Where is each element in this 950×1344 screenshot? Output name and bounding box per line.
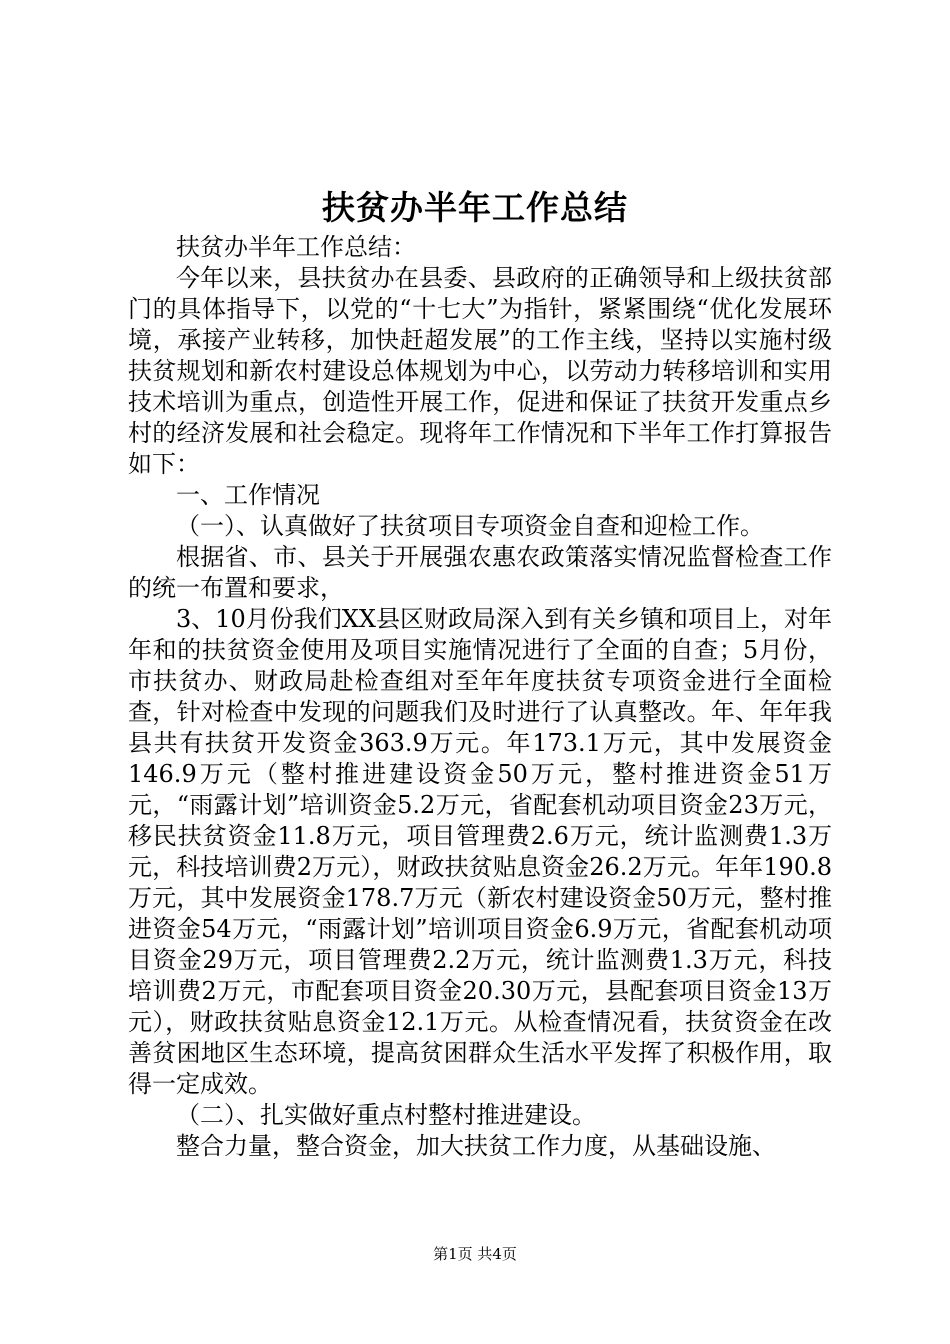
paragraph-funds-detail: 3、10月份我们XX县区财政局深入到有关乡镇和项目上，对年年和的扶贫资金使用及项目实施情况进行了全面的自查；5月份，市扶贫办、财政局赴检查组对至年年度扶贫专项资金进行全面检查，针对检查中发现的问题我们及时进行了认真整改。年、年年我县共有扶贫开发资金363.9万元。年173.1万元，其中发展资金146.9万元（整村推进建设资金50万元，整村推进资金51万元，“雨露计划”培训资金5.2万元，省配套机动项目资金23万元，移民扶贫资金11.8万元，项目管理费2.6万元，统计监测费1.3万元，科技培训费2万元），财政扶贫贴息资金26.2万元。年年190.8万元，其中发展资金178.7万元（新农村建设资金50万元，整村推进资金54万元，“雨露计划”培训项目资金6.9万元，省配套机动项目资金29万元，项目管理费2.2万元，统计监测费1.3万元，科技培训费2万元，市配套项目资金20.30万元，县配套项目资金13万元），财政扶贫贴息资金12.1万元。从检查情况看，扶贫资金在改善贫困地区生态环境，提高贫困群众生活水平发挥了积极作用，取得一定成效。 — [128, 605, 832, 1098]
paragraph-integration: 整合力量，整合资金，加大扶贫工作力度，从基础设施、 — [176, 1132, 776, 1160]
paragraph-intro-heading: 扶贫办半年工作总结： — [176, 233, 416, 261]
section-heading-work-status: 一、工作情况 — [176, 481, 320, 509]
paragraph-policy-basis: 根据省、市、县关于开展强农惠农政策落实情况监督检查工作的统一布置和要求， — [128, 543, 832, 602]
paragraph-overview: 今年以来，县扶贫办在县委、县政府的正确领导和上级扶贫部门的具体指导下，以党的“十七大”为指针，紧紧围绕“优化发展环境，承接产业转移，加快赶超发展”的工作主线，坚持以实施村级扶贫规划和新农村建设总体规划为中心，以劳动力转移培训和实用技术培训为重点，创造性开展工作，促进和保证了扶贫开发重点乡村的经济发展和社会稳定。现将年工作情况和下半年工作打算报告如下： — [128, 264, 832, 478]
document-body — [128, 232, 832, 1162]
document-title: 扶贫办半年工作总结 — [322, 188, 628, 227]
subsection-heading-funds-check: （一）、认真做好了扶贫项目专项资金自查和迎检工作。 — [176, 512, 764, 540]
page-footer: 第1页 共4页 — [433, 1245, 517, 1263]
subsection-heading-village-construction: （二）、扎实做好重点村整村推进建设。 — [176, 1101, 596, 1129]
